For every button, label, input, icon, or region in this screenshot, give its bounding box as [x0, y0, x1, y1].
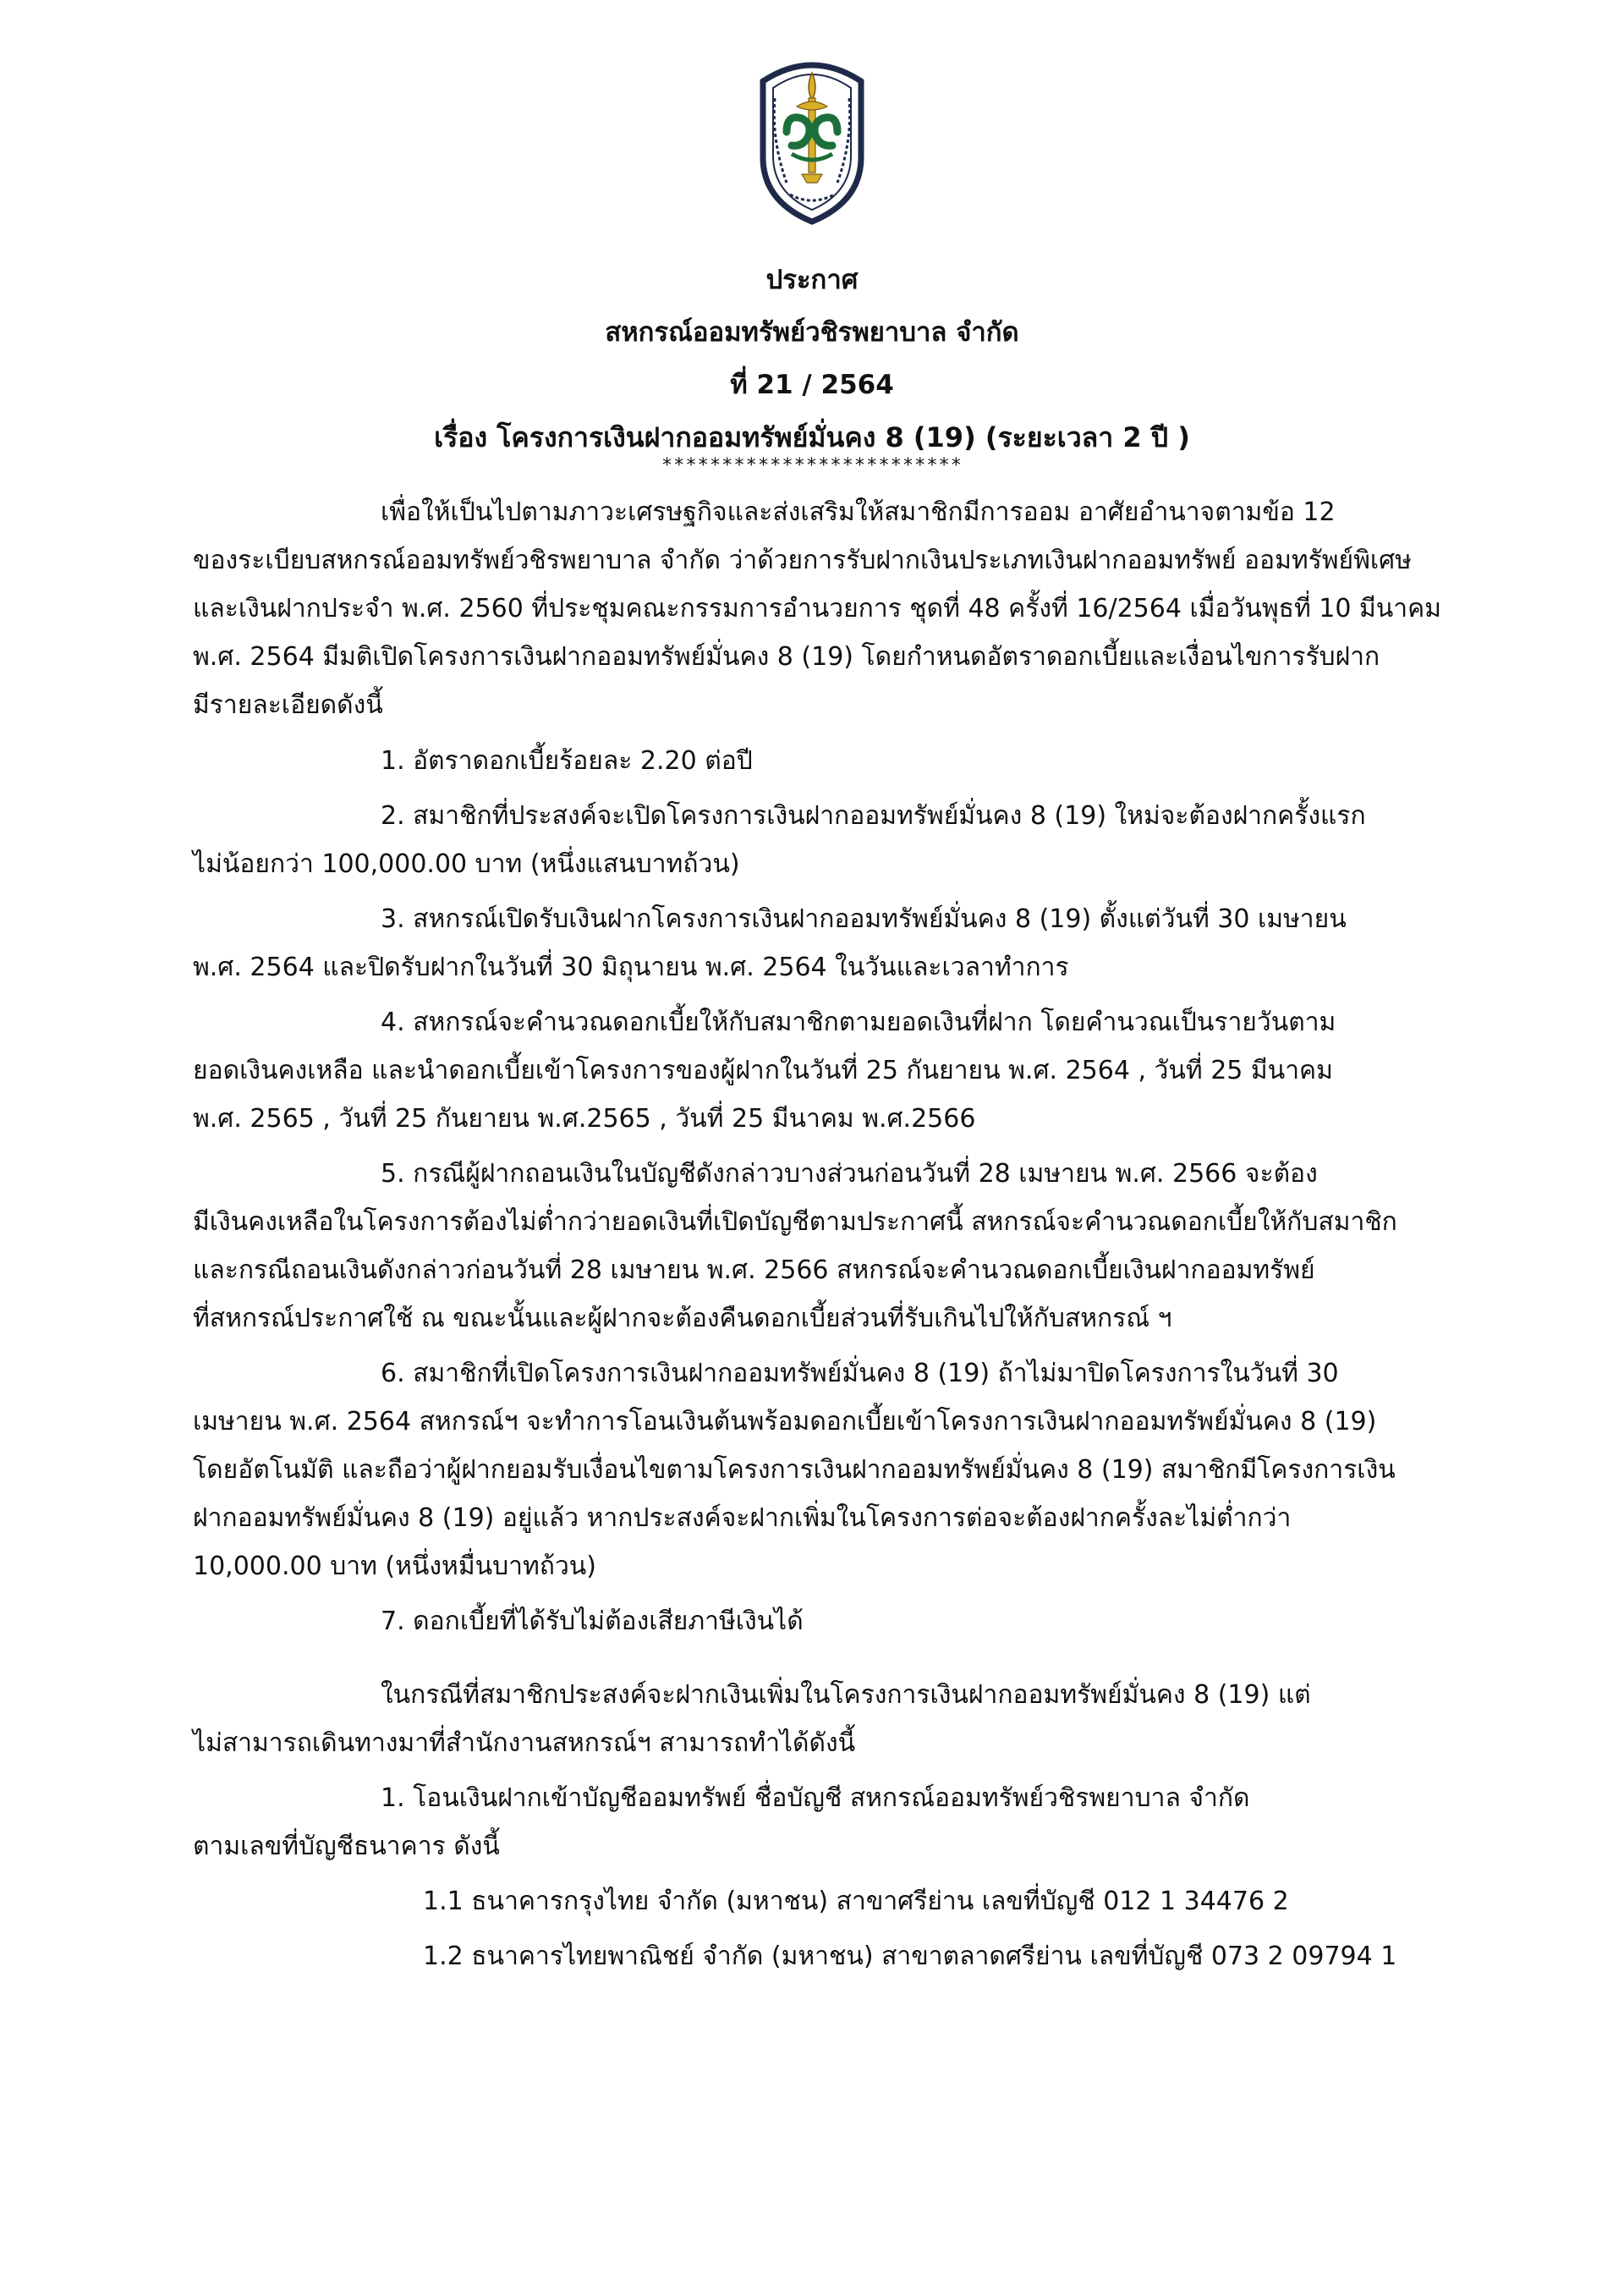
cooperative-logo: [753, 47, 871, 227]
separator-stars: *************************: [661, 455, 963, 476]
condition-1: 1. อัตราดอกเบี้ยร้อยละ 2.20 ต่อปี: [381, 746, 753, 776]
announcement-heading: [0, 254, 1624, 464]
bank-account-scb: 1.2 ธนาคารไทยพาณิชย์ จำกัด (มหาชน) สาขาตลาดศรีย่าน เลขที่บัญชี 073 2 09794 1: [423, 1942, 1397, 1971]
condition-6-cont: ฝากออมทรัพย์มั่นคง 8 (19) อยู่แล้ว หากประสงค์จะฝากเพิ่มในโครงการต่อจะต้องฝากครั้งละไม่ต่ำกว่า: [193, 1503, 1292, 1533]
announcement-subject: เรื่อง โครงการเงินฝากออมทรัพย์มั่นคง 8 (19) (ระยะเวลา 2 ปี ): [434, 421, 1190, 453]
intro-line: และเงินฝากประจำ พ.ศ. 2560 ที่ประชุมคณะกรรมการอำนวยการ ชุดที่ 48 ครั้งที่ 16/2564 เมื่อวันพุธที่ 10 มีนาคม: [193, 594, 1441, 623]
intro-line: ของระเบียบสหกรณ์ออมทรัพย์วชิรพยาบาล จำกัด ว่าด้วยการรับฝากเงินประเภทเงินฝากออมทรัพย์ ออมทรัพย์พิเศษ: [193, 546, 1412, 575]
announcement-number: ที่ 21 / 2564: [730, 370, 894, 400]
condition-3: 3. สหกรณ์เปิดรับเงินฝากโครงการเงินฝากออมทรัพย์มั่นคง 8 (19) ตั้งแต่วันที่ 30 เมษายน: [381, 904, 1347, 934]
bank-account-ktb: 1.1 ธนาคารกรุงไทย จำกัด (มหาชน) สาขาศรีย่าน เลขที่บัญชี 012 1 34476 2: [423, 1887, 1289, 1916]
condition-4: 4. สหกรณ์จะคำนวณดอกเบี้ยให้กับสมาชิกตามยอดเงินที่ฝาก โดยคำนวณเป็นรายวันตาม: [381, 1008, 1336, 1037]
intro-line: เพื่อให้เป็นไปตามภาวะเศรษฐกิจและส่งเสริมให้สมาชิกมีการออม อาศัยอำนาจตามข้อ 12: [381, 497, 1336, 527]
condition-5: 5. กรณีผู้ฝากถอนเงินในบัญชีดังกล่าวบางส่วนก่อนวันที่ 28 เมษายน พ.ศ. 2566 จะต้อง: [381, 1159, 1318, 1189]
remote-deposit-line: ในกรณีที่สมาชิกประสงค์จะฝากเงินเพิ่มในโครงการเงินฝากออมทรัพย์มั่นคง 8 (19) แต่: [381, 1680, 1311, 1710]
transfer-method: 1. โอนเงินฝากเข้าบัญชีออมทรัพย์ ชื่อบัญชี สหกรณ์ออมทรัพย์วชิรพยาบาล จำกัด: [381, 1783, 1250, 1813]
condition-5-cont: และกรณีถอนเงินดังกล่าวก่อนวันที่ 28 เมษายน พ.ศ. 2566 สหกรณ์จะคำนวณดอกเบี้ยเงินฝากออมทรัพย์: [193, 1255, 1315, 1285]
remote-deposit-line: ไม่สามารถเดินทางมาที่สำนักงานสหกรณ์ฯ สามารถทำได้ดังนี้: [193, 1728, 856, 1758]
condition-6-cont: โดยอัตโนมัติ และถือว่าผู้ฝากยอมรับเงื่อนไขตามโครงการเงินฝากออมทรัพย์มั่นคง 8 (19) สมาชิกมีโครงการเงิน: [193, 1455, 1396, 1485]
condition-7: 7. ดอกเบี้ยที่ได้รับไม่ต้องเสียภาษีเงินได้: [381, 1607, 804, 1636]
intro-line: พ.ศ. 2564 มีมติเปิดโครงการเงินฝากออมทรัพย์มั่นคง 8 (19) โดยกำหนดอัตราดอกเบี้ยและเงื่อนไขการรับฝาก: [193, 642, 1380, 672]
condition-6-cont: 10,000.00 บาท (หนึ่งหมื่นบาทถ้วน): [193, 1552, 596, 1581]
condition-3-cont: พ.ศ. 2564 และปิดรับฝากในวันที่ 30 มิถุนายน พ.ศ. 2564 ในวันและเวลาทำการ: [193, 953, 1069, 982]
intro-line: มีรายละเอียดดังนี้: [193, 690, 383, 720]
condition-5-cont: มีเงินคงเหลือในโครงการต้องไม่ต่ำกว่ายอดเงินที่เปิดบัญชีตามประกาศนี้ สหกรณ์จะคำนวณดอกเบี้ยให้กับสมาชิก: [193, 1207, 1397, 1237]
announcement-label: ประกาศ: [765, 265, 859, 295]
condition-4-cont: ยอดเงินคงเหลือ และนำดอกเบี้ยเข้าโครงการของผู้ฝากในวันที่ 25 กันยายน พ.ศ. 2564 , วันที่ 25 มีนาคม: [193, 1056, 1333, 1085]
emblem-icon: [753, 47, 871, 227]
condition-2: 2. สมาชิกที่ประสงค์จะเปิดโครงการเงินฝากออมทรัพย์มั่นคง 8 (19) ใหม่จะต้องฝากครั้งแรก: [381, 801, 1366, 831]
condition-2-cont: ไม่น้อยกว่า 100,000.00 บาท (หนึ่งแสนบาทถ้วน): [193, 849, 740, 879]
condition-5-cont: ที่สหกรณ์ประกาศใช้ ณ ขณะนั้นและผู้ฝากจะต้องคืนดอกเบี้ยส่วนที่รับเกินไปให้กับสหกรณ์ ฯ: [193, 1304, 1172, 1333]
transfer-method-cont: ตามเลขที่บัญชีธนาคาร ดังนี้: [193, 1832, 500, 1861]
condition-6: 6. สมาชิกที่เปิดโครงการเงินฝากออมทรัพย์มั่นคง 8 (19) ถ้าไม่มาปิดโครงการในวันที่ 30: [381, 1359, 1339, 1388]
organization-name: สหกรณ์ออมทรัพย์วชิรพยาบาล จำกัด: [605, 317, 1019, 348]
condition-4-cont: พ.ศ. 2565 , วันที่ 25 กันยายน พ.ศ.2565 , วันที่ 25 มีนาคม พ.ศ.2566: [193, 1104, 976, 1134]
condition-6-cont: เมษายน พ.ศ. 2564 สหกรณ์ฯ จะทำการโอนเงินต้นพร้อมดอกเบี้ยเข้าโครงการเงินฝากออมทรัพย์มั่นคง 8 (19): [193, 1407, 1377, 1436]
